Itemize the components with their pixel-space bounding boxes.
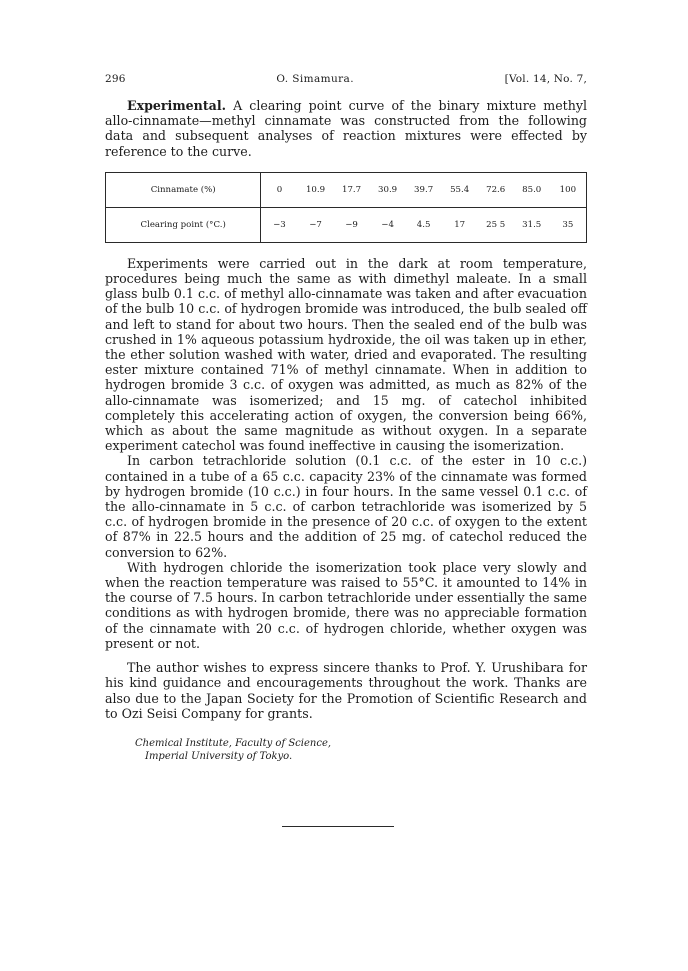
- running-header: [105, 72, 587, 86]
- row-header-clearing-point: Clearing point (°C.): [106, 207, 261, 242]
- experimental-heading: Experimental.: [127, 98, 226, 113]
- table-cell: 17.7: [334, 172, 370, 207]
- clearing-point-table: [105, 172, 587, 243]
- volume-info: [Vol. 14, No. 7,: [504, 73, 587, 85]
- body-paragraph: With hydrogen chloride the isomerization took place very slowly and when the reaction temperature was raised to 55°C. it amounted to 14% in the course of 7.5 hours. In carbon tetrachloride under essentially the same conditions as with hydrogen bromide, there was no appreciable formation of the cinnamate with 20 c.c. of hydrogen chloride, whether oxygen was present or not.: [105, 559, 587, 651]
- body-paragraph: In carbon tetrachloride solution (0.1 c.c. of the ester in 10 c.c.) contained in a tube of a 65 c.c. capacity 23% of the cinnamate was formed by hydrogen bromide (10 c.c.) in four hours. In the same vessel 0.1 c.c. of the allo-cinnamate in 5 c.c. of carbon tetrachloride was isomerized by 5 c.c. of hydrogen bromide in the presence of 20 c.c. of oxygen to the extent of 87% in 22.5 hours and the addition of 25 mg. of catechol reduced the conversion to 62%.: [105, 453, 587, 560]
- author-name: O. Simamura.: [276, 73, 354, 85]
- experimental-paragraph: [105, 98, 587, 159]
- acknowledgement-paragraph: The author wishes to express sincere thanks to Prof. Y. Urushibara for his kind guidance and encouragements throughout the work. Thanks are also due to the Japan Society for the Promotion of Scientific Research and to Ozi Seisi Company for grants.: [105, 660, 587, 721]
- affiliation-line-2: Imperial University of Tokyo.: [145, 750, 293, 762]
- paper-page: [105, 72, 587, 827]
- table-cell: 39.7: [406, 172, 442, 207]
- table-cell: 0: [261, 172, 298, 207]
- table-cell: 4.5: [416, 219, 431, 230]
- row-header-cinnamate: Cinnamate (%): [106, 172, 261, 207]
- table-cell: −9: [345, 219, 358, 230]
- affiliation-line-1: Chemical Institute, Faculty of Science,: [135, 737, 332, 749]
- table-row-cinnamate: [106, 172, 587, 207]
- table-cell: −3: [273, 219, 286, 230]
- table-row-clearing-point: [106, 207, 587, 242]
- table-cell: 25 5: [486, 219, 506, 230]
- table-cell: 85.0: [514, 172, 550, 207]
- experimental-text: A clearing point curve of the binary mixture methyl allo-cinnamate—methyl cinnamate was constructed from the following data and subsequent analyses of reaction mixtures were effected by reference to the curve.: [105, 98, 587, 159]
- table-cell: 31.5: [522, 219, 542, 230]
- paragraph-gap: [105, 651, 587, 660]
- table-cell: 10.9: [298, 172, 334, 207]
- table-cell: 100: [550, 172, 587, 207]
- table-cell: 35: [550, 207, 587, 242]
- end-rule: [282, 826, 394, 827]
- page-number: 296: [105, 73, 126, 85]
- table-cell: 30.9: [370, 172, 406, 207]
- author-affiliation: [135, 737, 587, 763]
- table-cell: 55.4: [442, 172, 478, 207]
- table-cell: 17: [454, 219, 466, 230]
- table-cell: 72.6: [478, 172, 514, 207]
- table-cell: −4: [381, 219, 394, 230]
- body-paragraph: Experiments were carried out in the dark at room temperature, procedures being much the same as with dimethyl maleate. In a small glass bulb 0.1 c.c. of methyl allo-cinnamate was taken and after evacuation of the bulb 10 c.c. of hydrogen bromide was introduced, the bulb sealed off and left to stand for about two hours. Then the sealed end of the bulb was crushed in 1% aqueous potassium hydroxide, the oil was taken up in ether, the ether solution washed with water, dried and evaporated. The resulting ester mixture contained 71% of methyl cinnamate. When in addition to hydrogen bromide 3 c.c. of oxygen was admitted, as much as 82% of the allo-cinnamate was isomerized; and 15 mg. of catechol inhibited completely this accelerating action of oxygen, the conversion being 66%, which as about the same magnitude as without oxygen. In a separate experiment catechol was found ineffective in causing the isomerization.: [105, 255, 587, 454]
- table-cell: −7: [309, 219, 322, 230]
